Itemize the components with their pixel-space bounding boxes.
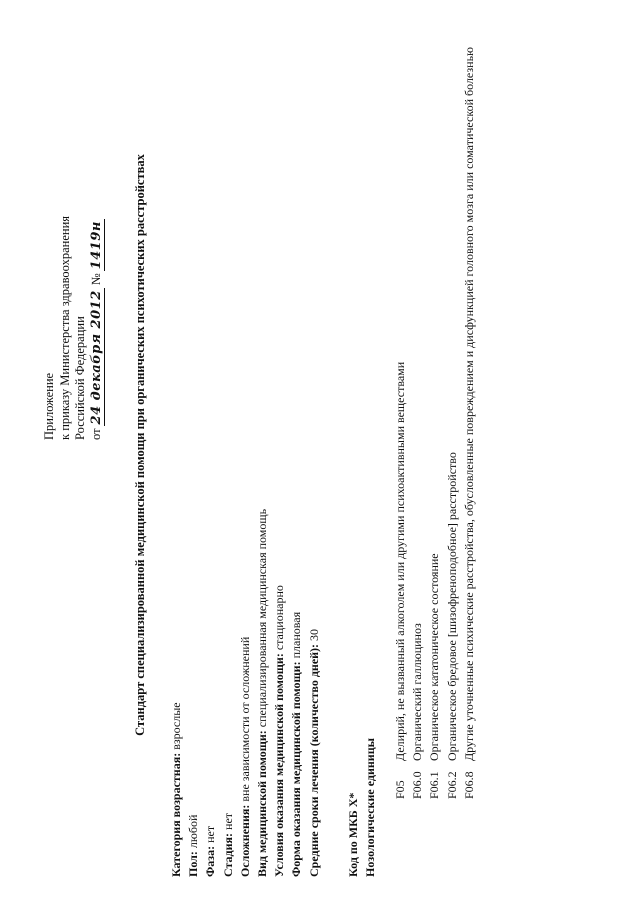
icd-code-row [426,19,443,799]
param-label: Пол: [186,851,201,877]
param-row [202,317,219,877]
param-row [220,317,237,877]
order-date-handwritten: 24 декабря 2012 [88,290,104,425]
param-value: взрослые [169,702,183,753]
icd-description: Органическое кататоническое состояние [427,553,442,761]
param-label: Фаза: [203,845,218,877]
param-row [254,317,271,877]
order-number-label: № [88,273,103,286]
icd-code-row [409,19,426,799]
standard-parameters [168,317,323,877]
attachment-title: Приложение [42,372,56,440]
icd-code-heading: Код по МКБ X* [346,792,360,877]
param-label: Категория возрастная: [169,752,183,877]
param-label: Средние сроки лечения (количество дней): [306,643,321,877]
icd-code: F06.1 [427,771,442,799]
attachment-block [42,20,105,440]
icd-description: Делирий, не вызванный алкоголем или другими психоактивными веществами [393,361,407,761]
param-row [271,317,288,877]
param-row [168,317,185,877]
icd-code-row [461,19,478,799]
param-value: специализированная медицинская помощь [255,508,270,731]
param-value: любой [186,814,201,852]
param-value: нет [203,825,218,846]
order-number-handwritten: 1419н [88,221,104,270]
param-value: нет [220,812,235,833]
param-value: плановая [289,611,304,662]
document-title: Стандарт специализированной медицинской помощи при органических психотических расстройствах [133,154,147,736]
param-label: Форма оказания медицинской помощи: [289,661,304,877]
icd-description: Органическое бредовое [шизофреноподобное] расстройство [444,452,459,761]
param-row [185,317,202,877]
param-row [306,317,323,877]
icd-heading [345,577,379,877]
param-label: Условия оказания медицинской помощи: [272,653,287,877]
nosology-heading: Нозологические единицы [363,737,377,877]
param-value: 30 [306,628,321,644]
icd-description: Органический галлюциноз [410,623,425,761]
icd-code: F06.8 [461,771,476,799]
icd-description: Другие уточненные психические расстройства, обусловленные повреждением и дисфункцией головного мозга или соматической болезнью [461,46,476,761]
param-row [237,317,254,877]
param-label: Стадия: [220,832,235,877]
icd-code: F06.0 [410,771,425,799]
order-prefix: от [88,428,103,440]
param-value: стационарно [272,585,287,654]
param-label: Вид медицинской помощи: [255,730,270,877]
icd-code: F05 [393,780,407,799]
order-date-line [89,20,106,440]
icd-code-row [392,19,409,799]
icd-code-row [444,19,461,799]
attachment-order-ref: к приказу Министерства здравоохранения [57,215,72,440]
attachment-country: Российской Федерации [73,316,87,440]
param-value: вне зависимости от осложнений [237,636,252,805]
icd-code-list [392,19,478,799]
icd-code: F06.2 [444,771,459,799]
param-row [288,317,305,877]
param-label: Осложнения: [237,804,252,877]
